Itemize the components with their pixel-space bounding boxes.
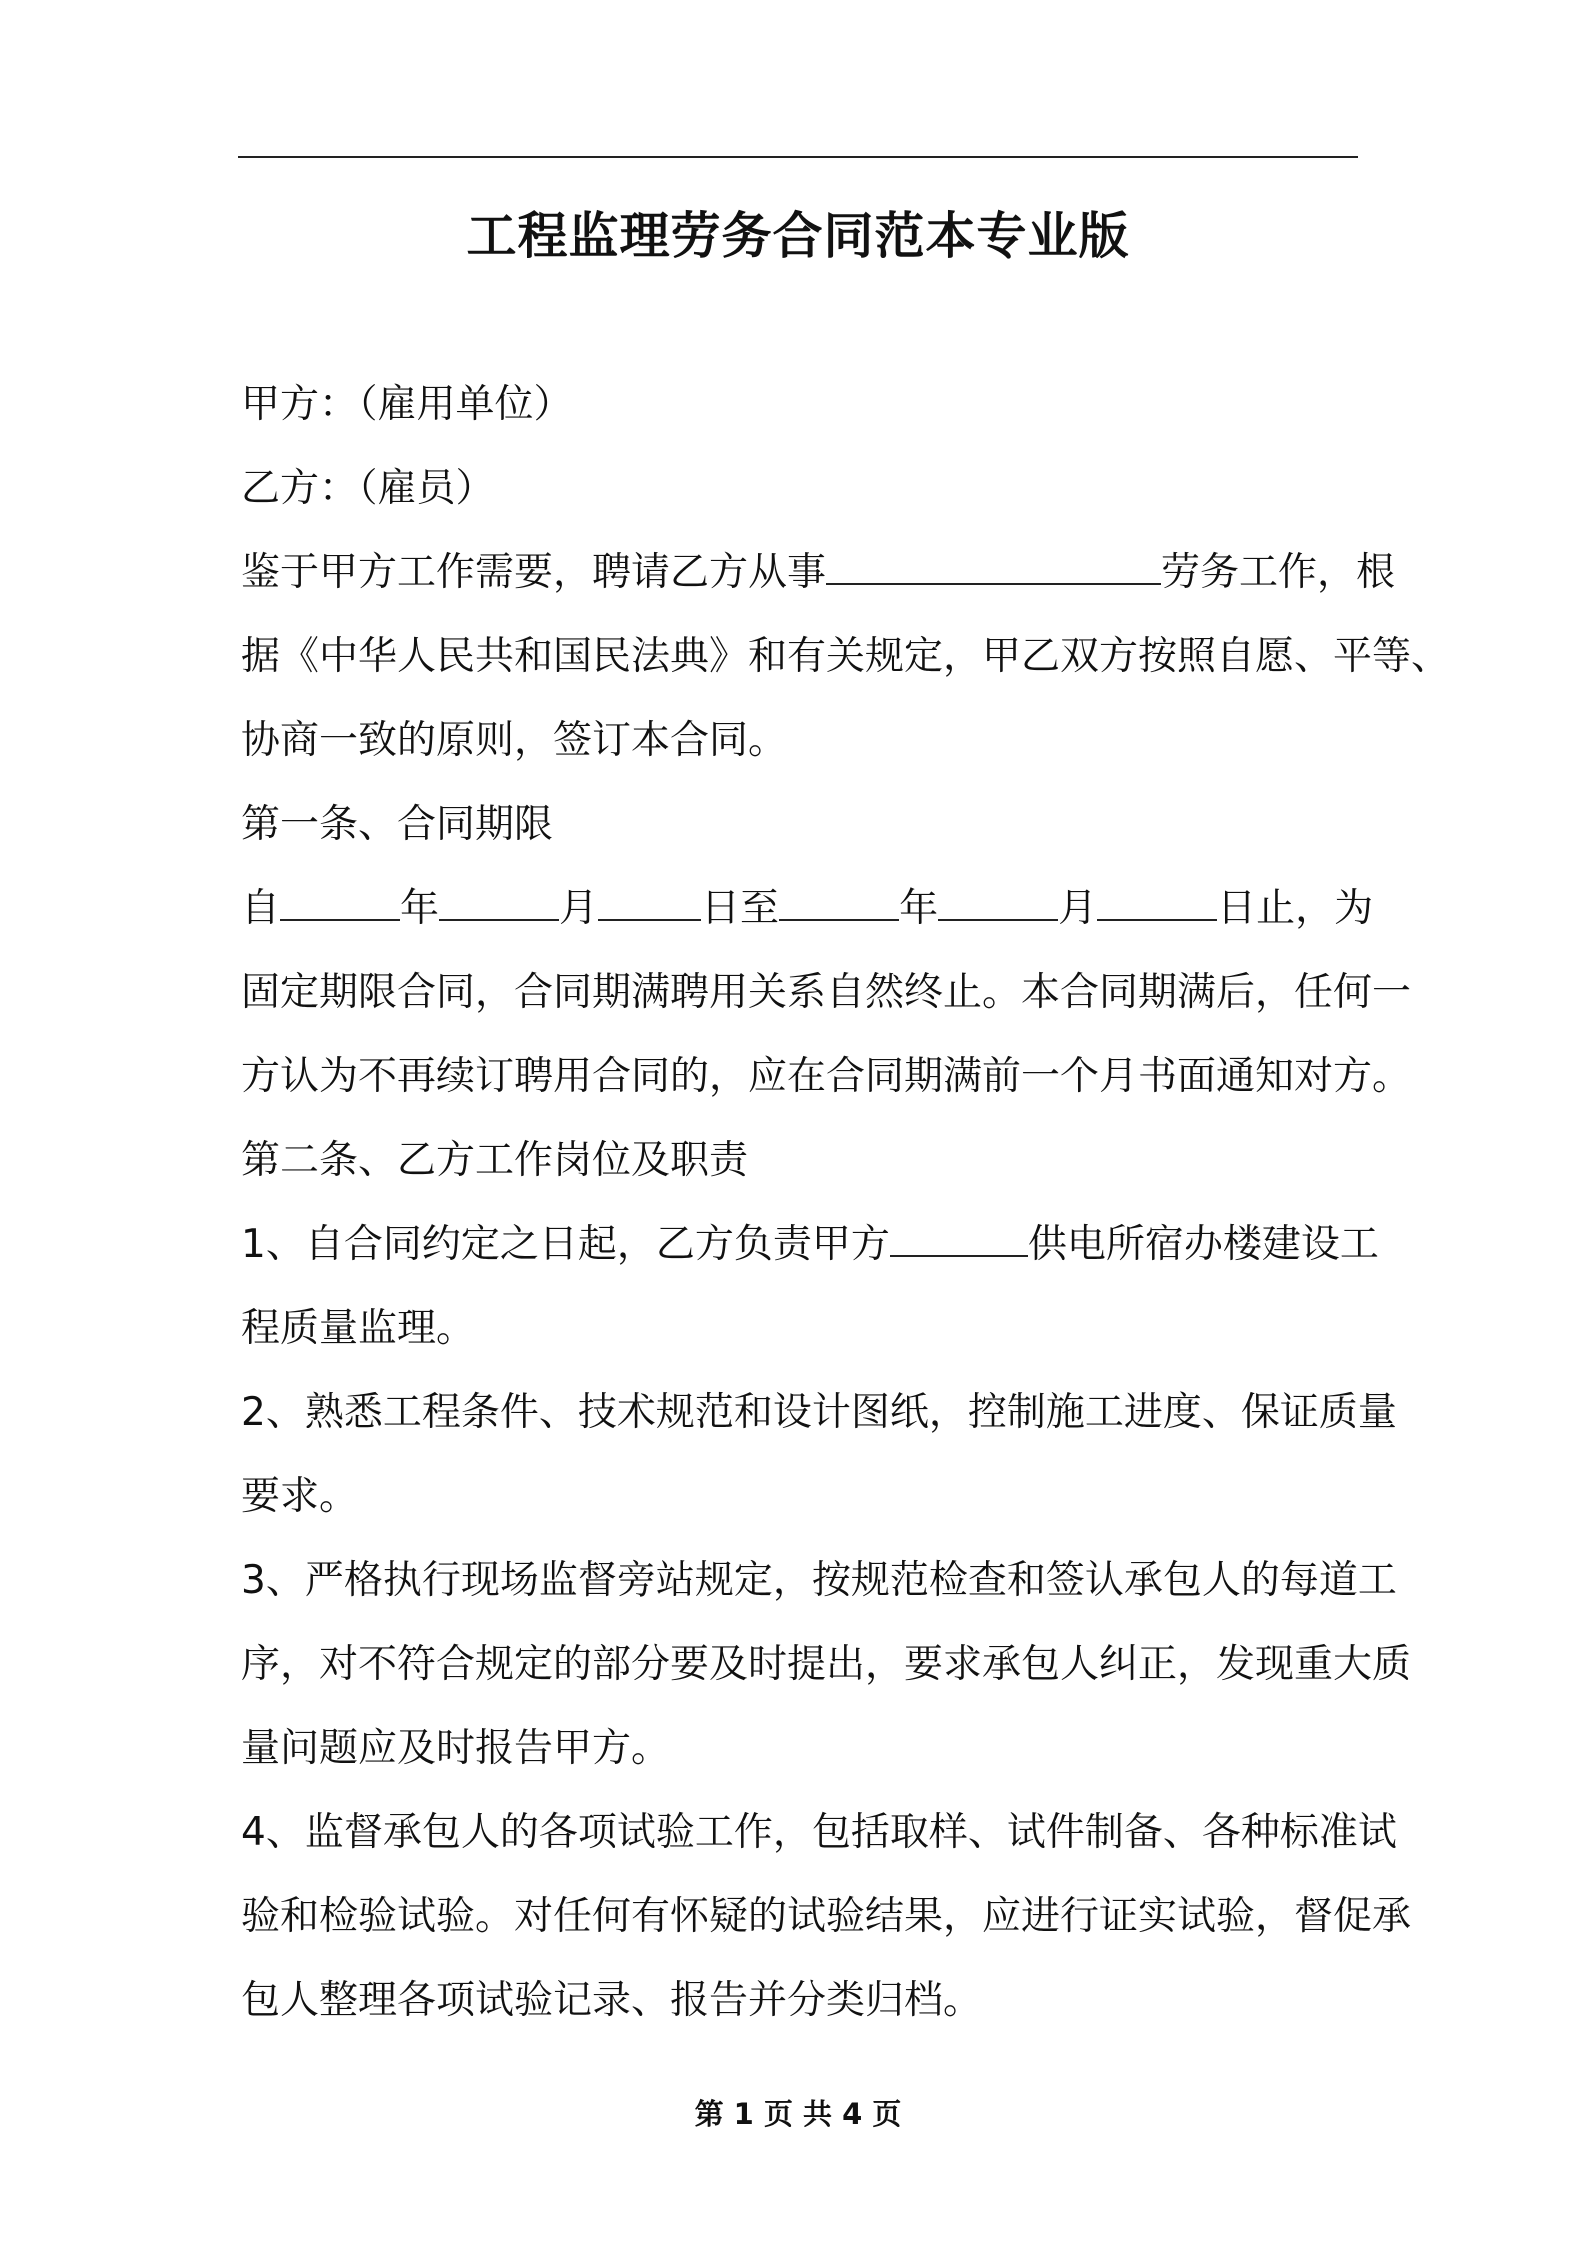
start-day-blank [598,889,701,921]
document-body [241,363,1451,2043]
party-b-line: 乙方：（雇员） [241,466,495,511]
start-year-blank [280,889,400,921]
duty-1-line-1 [241,1203,1379,1287]
preamble-text: 劳务工作，根 [1161,550,1396,595]
header-rule [238,156,1358,158]
date-word: 日止，为 [1217,886,1374,931]
duty-4-line-2: 验和检验试验。对任何有怀疑的试验结果，应进行证实试验，督促承 [241,1894,1412,1939]
duty-4-line-1: 4、监督承包人的各项试验工作，包括取样、试件制备、各种标准试 [241,1810,1397,1855]
preamble-line-2: 据《中华人民共和国民法典》和有关规定，甲乙双方按照自愿、平等、 [241,634,1451,679]
duty-1-line-2: 程质量监理。 [241,1306,476,1351]
duty-text: 供电所宿办楼建设工 [1027,1222,1379,1267]
duty-4-line-3: 包人整理各项试验记录、报告并分类归档。 [241,1978,983,2023]
document-title: 工程监理劳务合同范本专业版 [466,207,1130,265]
party-a-line: 甲方：（雇用单位） [241,382,573,427]
contract-term-line [241,867,1374,951]
date-word: 月 [1058,886,1098,931]
date-word: 月 [559,886,599,931]
duty-3-line-3: 量问题应及时报告甲方。 [241,1726,671,1771]
page-number-footer: 第 1 页 共 4 页 [694,2097,902,2131]
duty-2-line-2: 要求。 [241,1474,359,1519]
end-month-blank [938,889,1058,921]
date-word: 自 [241,886,281,931]
duty-3-line-1: 3、严格执行现场监督旁站规定，按规范检查和签认承包人的每道工 [241,1558,1397,1603]
job-blank-field [826,553,1161,585]
end-year-blank [779,889,899,921]
date-word: 年 [400,886,440,931]
article-2-heading: 第二条、乙方工作岗位及职责 [241,1138,749,1183]
date-word: 年 [899,886,939,931]
article-1-line-3: 方认为不再续订聘用合同的，应在合同期满前一个月书面通知对方。 [241,1054,1412,1099]
duty-text: 1、自合同约定之日起，乙方负责甲方 [241,1222,890,1267]
article-1-heading: 第一条、合同期限 [241,802,554,847]
date-word: 日至 [701,886,780,931]
duty-2-line-1: 2、熟悉工程条件、技术规范和设计图纸，控制施工进度、保证质量 [241,1390,1397,1435]
end-day-blank [1097,889,1217,921]
start-month-blank [439,889,559,921]
article-1-line-2: 固定期限合同，合同期满聘用关系自然终止。本合同期满后，任何一 [241,970,1412,1015]
duty-3-line-2: 序，对不符合规定的部分要及时提出，要求承包人纠正，发现重大质 [241,1642,1412,1687]
preamble-line-1 [241,531,1396,615]
preamble-line-3: 协商一致的原则，签订本合同。 [241,718,788,763]
company-blank-field [890,1225,1028,1257]
preamble-text: 鉴于甲方工作需要，聘请乙方从事 [241,550,827,595]
